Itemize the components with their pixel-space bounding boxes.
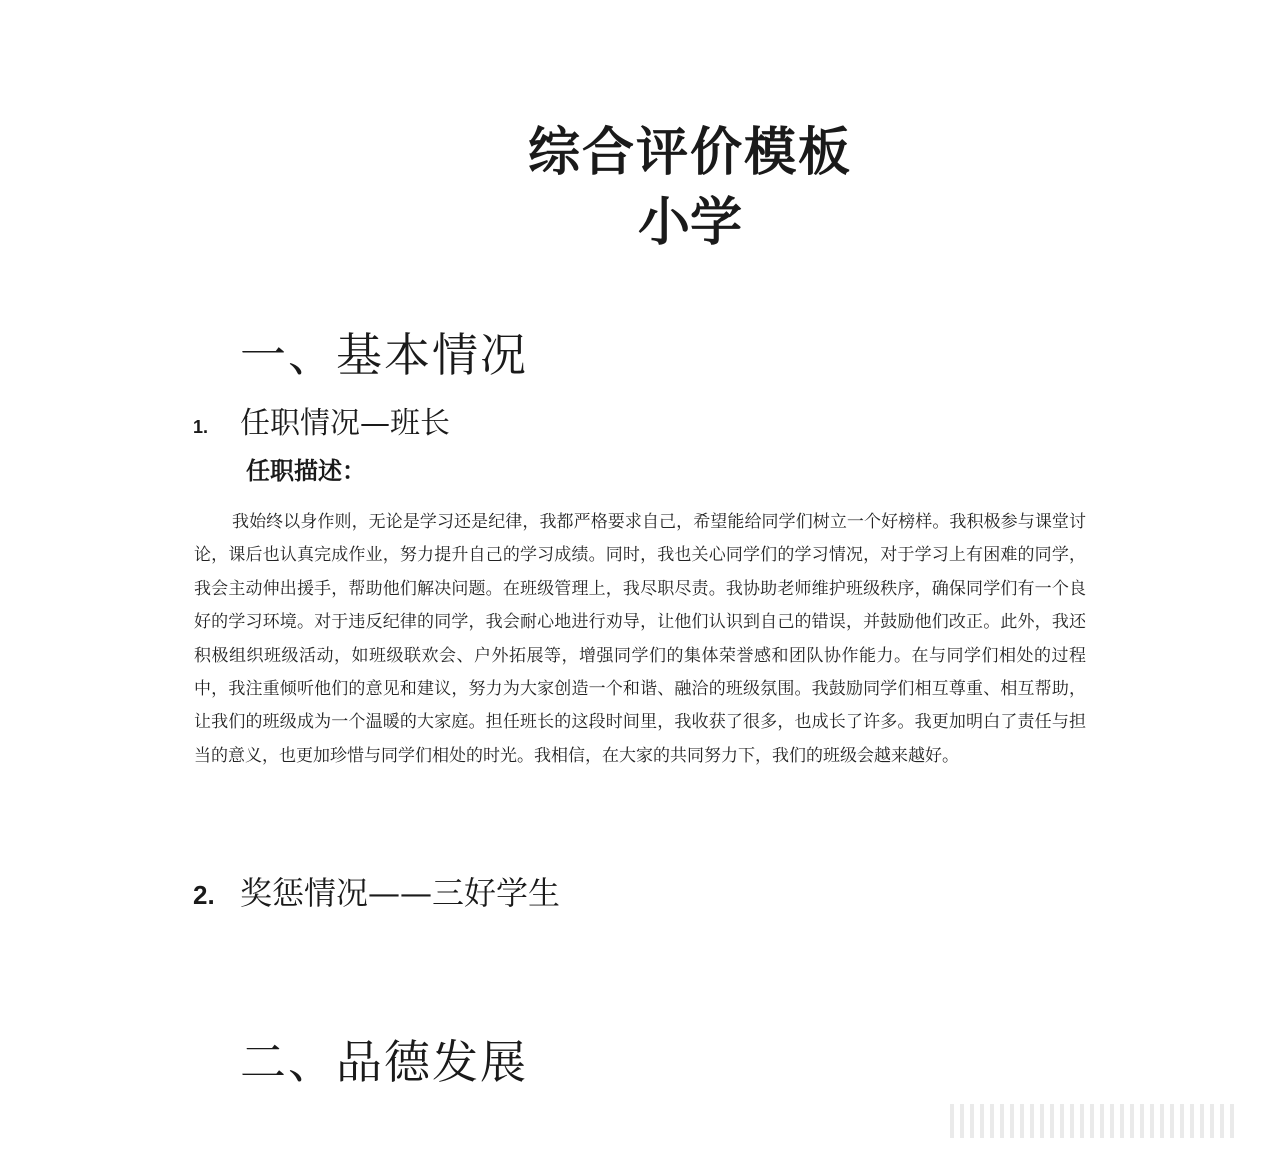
watermark-barcode xyxy=(950,1104,1250,1140)
list-item-awards xyxy=(193,868,560,914)
list-item-position xyxy=(193,398,450,442)
document-title xyxy=(440,118,940,258)
list-item-number: 1. xyxy=(193,417,209,437)
title-main: 综合评价模板 xyxy=(527,122,852,183)
list-item-title: 任职情况—班长 xyxy=(240,406,450,441)
section-heading-basic-info: 一、基本情况 xyxy=(240,328,528,382)
title-subtitle: 小学 xyxy=(637,192,742,253)
position-description-paragraph: 我始终以身作则，无论是学习还是纪律，我都严格要求自己，希望能给同学们树立一个好榜样。我积极参与课堂讨论，课后也认真完成作业，努力提升自己的学习成绩。同时，我也关心同学们的学习情况，对于学习上有困难的同学，我会主动伸出援手，帮助他们解决问题。在班级管理上，我尽职尽责。我协助老师维护班级秩序，确保同学们有一个良好的学习环境。对于违反纪律的同学，我会耐心地进行劝导，让他们认识到自己的错误，并鼓励他们改正。此外，我还积极组织班级活动，如班级联欢会、户外拓展等，增强同学们的集体荣誉感和团队协作能力。在与同学们相处的过程中，我注重倾听他们的意见和建议，努力为大家创造一个和谐、融洽的班级氛围。我鼓励同学们相互尊重、相互帮助，让我们的班级成为一个温暖的大家庭。担任班长的这段时间里，我收获了很多，也成长了许多。我更加明白了责任与担当的意义，也更加珍惜与同学们相处的时光。我相信，在大家的共同努力下，我们的班级会越来越好。 xyxy=(194,512,1086,766)
position-description-heading: 任职描述： xyxy=(246,456,366,485)
list-item-title: 奖惩情况——三好学生 xyxy=(240,874,561,912)
section-heading-moral-development: 二、品德发展 xyxy=(240,1035,528,1089)
list-item-number: 2. xyxy=(193,880,215,910)
